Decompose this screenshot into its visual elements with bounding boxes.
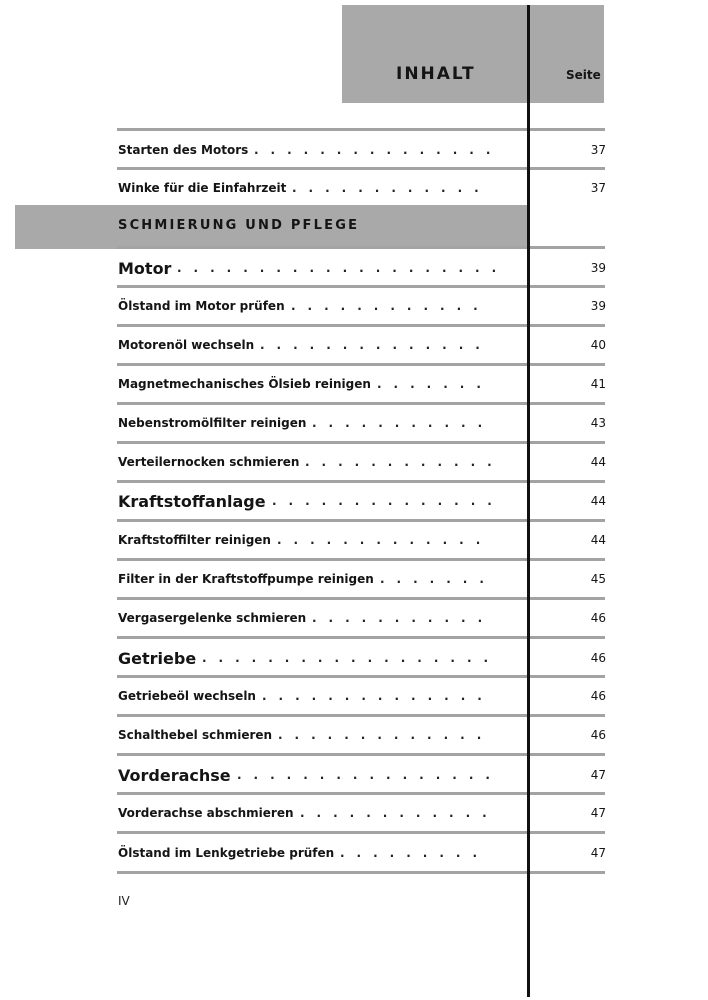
section-title: SCHMIERUNG UND PFLEGE xyxy=(118,218,360,233)
toc-entry-label: Ölstand im Motor prüfen xyxy=(118,299,285,313)
toc-entry-page: 40 xyxy=(590,338,606,352)
dot-leader: .................. xyxy=(202,651,501,665)
toc-entry-label: Ölstand im Lenkgetriebe prüfen xyxy=(118,846,335,860)
page-column-header: Seite xyxy=(566,68,601,82)
toc-entry-page: 44 xyxy=(590,455,606,469)
dot-leader: ............... xyxy=(254,143,503,157)
toc-entry-label: Kraftstoffilter reinigen xyxy=(118,533,271,547)
toc-entry-label: Getriebe xyxy=(118,649,197,668)
row-divider xyxy=(117,285,605,288)
dot-leader: ............ xyxy=(291,299,490,313)
dot-leader: .............. xyxy=(272,494,504,508)
toc-entry-page: 41 xyxy=(590,377,606,391)
row-divider xyxy=(117,363,605,366)
toc-entry-label: Kraftstoffanlage xyxy=(118,492,266,511)
dot-leader: .............. xyxy=(262,689,494,703)
toc-entry-page: 47 xyxy=(590,846,606,860)
toc-entry-page: 37 xyxy=(590,181,606,195)
toc-entry-label: Verteilernocken schmieren xyxy=(118,455,300,469)
row-divider xyxy=(117,167,605,170)
toc-entry-label: Magnetmechanisches Ölsieb reinigen xyxy=(118,377,371,391)
toc-entry-page: 39 xyxy=(590,261,606,275)
dot-leader: ............. xyxy=(278,728,494,742)
row-divider xyxy=(117,792,605,795)
page-title: INHALT xyxy=(396,64,476,84)
row-divider xyxy=(117,402,605,405)
toc-entry-label: Filter in der Kraftstoffpumpe reinigen xyxy=(118,572,374,586)
row-divider xyxy=(117,480,605,483)
toc-entry-page: 46 xyxy=(590,728,606,742)
dot-leader: .................... xyxy=(177,261,509,275)
toc-entry-label: Getriebeöl wechseln xyxy=(118,689,256,703)
toc-entry-page: 46 xyxy=(590,689,606,703)
row-divider xyxy=(117,128,605,131)
dot-leader: .............. xyxy=(260,338,492,352)
row-divider xyxy=(117,675,605,678)
toc-entry-page: 44 xyxy=(590,494,606,508)
toc-entry-page: 43 xyxy=(590,416,606,430)
toc-entry-page: 47 xyxy=(590,768,606,782)
row-divider xyxy=(117,636,605,639)
toc-entry-label: Vergasergelenke schmieren xyxy=(118,611,307,625)
dot-leader: ............ xyxy=(305,455,504,469)
dot-leader: ......... xyxy=(340,846,490,860)
toc-entry-page: 39 xyxy=(590,299,606,313)
toc-entry-label: Motorenöl wechseln xyxy=(118,338,255,352)
row-divider xyxy=(117,597,605,600)
toc-entry-label: Starten des Motors xyxy=(118,143,249,157)
dot-leader: ........... xyxy=(312,611,495,625)
header-band xyxy=(342,5,604,103)
toc-entry-label: Nebenstromölfilter reinigen xyxy=(118,416,307,430)
page-number: IV xyxy=(118,894,130,908)
toc-entry-label: Vorderachse abschmieren xyxy=(118,806,294,820)
toc-entry-page: 37 xyxy=(590,143,606,157)
dot-leader: ............ xyxy=(300,806,499,820)
toc-entry-page: 45 xyxy=(590,572,606,586)
row-divider xyxy=(117,871,605,874)
toc-entry-label: Winke für die Einfahrzeit xyxy=(118,181,287,195)
vertical-divider xyxy=(527,5,530,997)
toc-entry-page: 47 xyxy=(590,806,606,820)
dot-leader: ....... xyxy=(377,377,493,391)
dot-leader: ........... xyxy=(312,416,495,430)
dot-leader: ................ xyxy=(237,768,502,782)
row-divider xyxy=(117,831,605,834)
row-divider xyxy=(117,753,605,756)
toc-entry-page: 46 xyxy=(590,651,606,665)
toc-entry-page: 44 xyxy=(590,533,606,547)
row-divider xyxy=(117,246,605,249)
toc-entry-label: Vorderachse xyxy=(118,766,231,785)
dot-leader: ....... xyxy=(380,572,496,586)
row-divider xyxy=(117,441,605,444)
row-divider xyxy=(117,324,605,327)
toc-entry-label: Schalthebel schmieren xyxy=(118,728,273,742)
toc-entry-page: 46 xyxy=(590,611,606,625)
dot-leader: ............. xyxy=(277,533,493,547)
row-divider xyxy=(117,714,605,717)
toc-entry-label: Motor xyxy=(118,259,172,278)
row-divider xyxy=(117,558,605,561)
row-divider xyxy=(117,519,605,522)
dot-leader: ............ xyxy=(292,181,491,195)
